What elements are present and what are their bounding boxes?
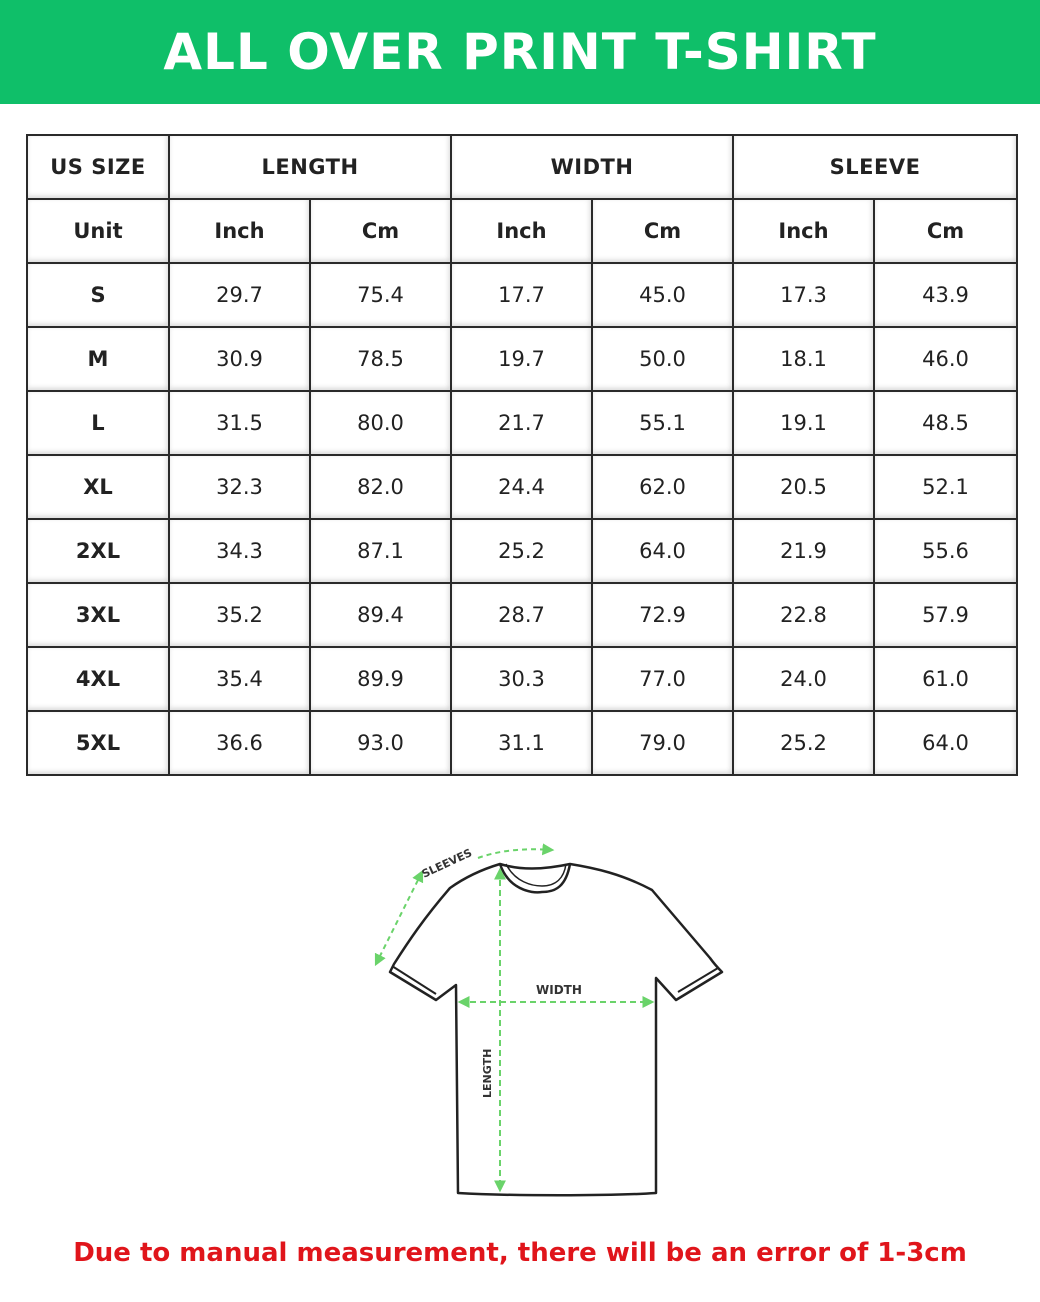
width-cm-cell: 72.9 <box>592 583 733 647</box>
header-width: WIDTH <box>451 135 733 199</box>
sleeve-inch-cell: 24.0 <box>733 647 874 711</box>
sleeve-cm-cell: 48.5 <box>874 391 1017 455</box>
size-cell: L <box>27 391 169 455</box>
width-inch-cell: 17.7 <box>451 263 592 327</box>
length-cm-unit: Cm <box>310 199 451 263</box>
table-row <box>27 519 1017 583</box>
length-inch-cell: 30.9 <box>169 327 310 391</box>
sleeve-inch-cell: 22.8 <box>733 583 874 647</box>
sleeve-inch-cell: 25.2 <box>733 711 874 775</box>
width-cm-cell: 79.0 <box>592 711 733 775</box>
sleeve-inch-cell: 17.3 <box>733 263 874 327</box>
sleeve-cm-cell: 43.9 <box>874 263 1017 327</box>
length-label: LENGTH <box>481 1048 494 1098</box>
size-cell: M <box>27 327 169 391</box>
length-inch-cell: 36.6 <box>169 711 310 775</box>
length-cm-cell: 93.0 <box>310 711 451 775</box>
table-row <box>27 327 1017 391</box>
header-length: LENGTH <box>169 135 451 199</box>
length-cm-cell: 89.9 <box>310 647 451 711</box>
width-inch-cell: 24.4 <box>451 455 592 519</box>
width-cm-cell: 77.0 <box>592 647 733 711</box>
width-cm-cell: 45.0 <box>592 263 733 327</box>
width-inch-cell: 28.7 <box>451 583 592 647</box>
length-cm-cell: 75.4 <box>310 263 451 327</box>
width-cm-cell: 64.0 <box>592 519 733 583</box>
measurement-diagram <box>360 830 740 1210</box>
sleeve-cm-cell: 55.6 <box>874 519 1017 583</box>
length-cm-cell: 82.0 <box>310 455 451 519</box>
table-row <box>27 455 1017 519</box>
t-shirt-icon <box>360 830 740 1210</box>
sleeve-inch-cell: 20.5 <box>733 455 874 519</box>
width-inch-cell: 21.7 <box>451 391 592 455</box>
header-sleeve: SLEEVE <box>733 135 1017 199</box>
header-us-size: US SIZE <box>27 135 169 199</box>
length-cm-cell: 80.0 <box>310 391 451 455</box>
sleeves-label: SLEEVES <box>419 846 475 881</box>
width-cm-unit: Cm <box>592 199 733 263</box>
sleeve-cm-cell: 57.9 <box>874 583 1017 647</box>
size-cell: 2XL <box>27 519 169 583</box>
size-cell: S <box>27 263 169 327</box>
table-row <box>27 583 1017 647</box>
table-row <box>27 391 1017 455</box>
sleeve-inch-cell: 21.9 <box>733 519 874 583</box>
title-banner <box>0 0 1040 104</box>
measurement-error-note: Due to manual measurement, there will be an error of 1-3cm <box>73 1238 967 1268</box>
width-cm-cell: 50.0 <box>592 327 733 391</box>
sleeve-inch-cell: 19.1 <box>733 391 874 455</box>
sleeve-cm-cell: 64.0 <box>874 711 1017 775</box>
length-inch-cell: 35.4 <box>169 647 310 711</box>
width-cm-cell: 62.0 <box>592 455 733 519</box>
length-inch-cell: 34.3 <box>169 519 310 583</box>
unit-label: Unit <box>27 199 169 263</box>
sleeve-cm-cell: 46.0 <box>874 327 1017 391</box>
length-inch-cell: 29.7 <box>169 263 310 327</box>
width-label: WIDTH <box>536 983 582 997</box>
page-title: ALL OVER PRINT T-SHIRT <box>163 23 877 81</box>
width-inch-cell: 30.3 <box>451 647 592 711</box>
size-cell: XL <box>27 455 169 519</box>
length-inch-cell: 35.2 <box>169 583 310 647</box>
width-inch-cell: 31.1 <box>451 711 592 775</box>
width-cm-cell: 55.1 <box>592 391 733 455</box>
size-chart-table <box>26 134 1018 776</box>
size-cell: 5XL <box>27 711 169 775</box>
sleeve-cm-unit: Cm <box>874 199 1017 263</box>
table-row <box>27 647 1017 711</box>
length-inch-cell: 32.3 <box>169 455 310 519</box>
length-cm-cell: 87.1 <box>310 519 451 583</box>
table-row <box>27 711 1017 775</box>
table-unit-row <box>27 199 1017 263</box>
table-row <box>27 263 1017 327</box>
sleeve-inch-unit: Inch <box>733 199 874 263</box>
sleeve-cm-cell: 52.1 <box>874 455 1017 519</box>
sleeve-cm-cell: 61.0 <box>874 647 1017 711</box>
sleeve-inch-cell: 18.1 <box>733 327 874 391</box>
t-shirt-outline <box>390 864 722 1195</box>
size-cell: 3XL <box>27 583 169 647</box>
length-inch-unit: Inch <box>169 199 310 263</box>
width-inch-cell: 25.2 <box>451 519 592 583</box>
length-cm-cell: 78.5 <box>310 327 451 391</box>
width-inch-unit: Inch <box>451 199 592 263</box>
length-cm-cell: 89.4 <box>310 583 451 647</box>
size-cell: 4XL <box>27 647 169 711</box>
table-header-row <box>27 135 1017 199</box>
length-inch-cell: 31.5 <box>169 391 310 455</box>
width-inch-cell: 19.7 <box>451 327 592 391</box>
